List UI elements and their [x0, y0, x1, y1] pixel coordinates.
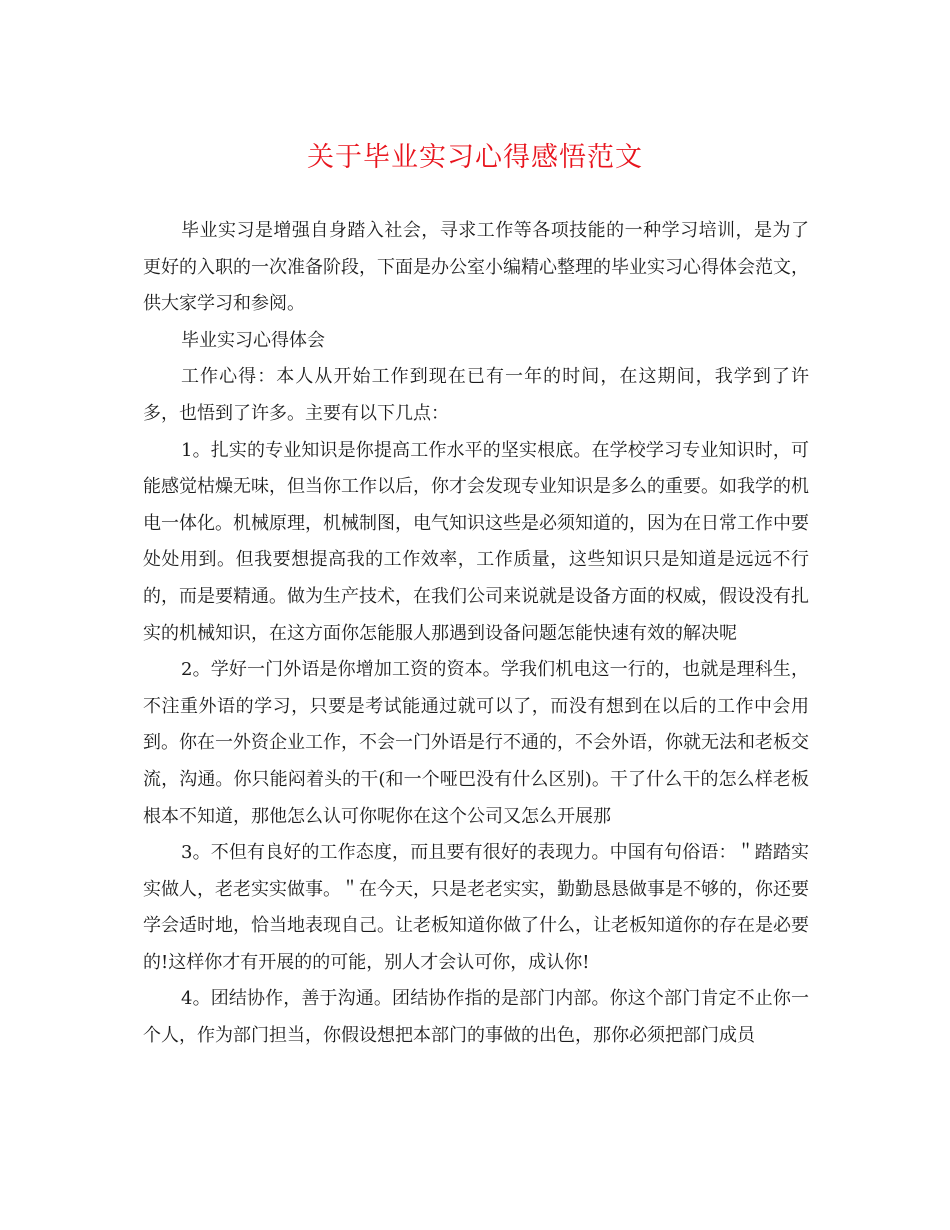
paragraph-point-2: 2。学好一门外语是你增加工资的资本。学我们机电这一行的，也就是理科生，不注重外语的学习，只要是考试能通过就可以了，而没有想到在以后的工作中会用到。你在一外资企业工作，不会一门外语是行不通的，不会外语，你就无法和老板交流，沟通。你只能闷着头的干(和一个哑巴没有什么区别)。干了什么干的怎么样老板根本不知道，那他怎么认可你呢你在这个公司又怎么开展那 — [143, 659, 809, 827]
document-body — [143, 213, 809, 1055]
paragraph-point-4: 4。团结协作，善于沟通。团结协作指的是部门内部。你这个部门肯定不止你一个人，作为部门担当，你假设想把本部门的事做的出色，那你必须把部门成员 — [143, 988, 809, 1047]
paragraph-intro: 毕业实习是增强自身踏入社会，寻求工作等各项技能的一种学习培训，是为了更好的入职的一次准备阶段，下面是办公室小编精心整理的毕业实习心得体会范文，供大家学习和参阅。 — [143, 220, 809, 315]
paragraph-point-3: 3。不但有良好的工作态度，而且要有很好的表现力。中国有句俗语：＂踏踏实实做人，老老实实做事。＂在今天，只是老老实实，勤勤恳恳做事是不够的，你还要学会适时地，恰当地表现自己。让老板知道你做了什么，让老板知道你的存在是必要的!这样你才有开展的的可能，别人才会认可你，成认你! — [143, 842, 809, 973]
paragraph-work-experience: 工作心得：本人从开始工作到现在已有一年的时间，在这期间，我学到了许多，也悟到了许多。主要有以下几点： — [143, 366, 809, 424]
paragraph-point-1: 1。扎实的专业知识是你提高工作水平的坚实根底。在学校学习专业知识时，可能感觉枯燥无味，但当你工作以后，你才会发现专业知识是多么的重要。如我学的机电一体化。机械原理，机械制图，电气知识这些是必须知道的，因为在日常工作中要处处用到。但我要想提高我的工作效率，工作质量，这些知识只是知道是远远不行的，而是要精通。做为生产技术，在我们公司来说就是设备方面的权威，假设没有扎实的机械知识，在这方面你怎能服人那遇到设备问题怎能快速有效的解决呢 — [143, 439, 809, 644]
paragraph-subheading: 毕业实习心得体会 — [181, 329, 325, 351]
document-title: 关于毕业实习心得感悟范文 — [307, 142, 643, 173]
